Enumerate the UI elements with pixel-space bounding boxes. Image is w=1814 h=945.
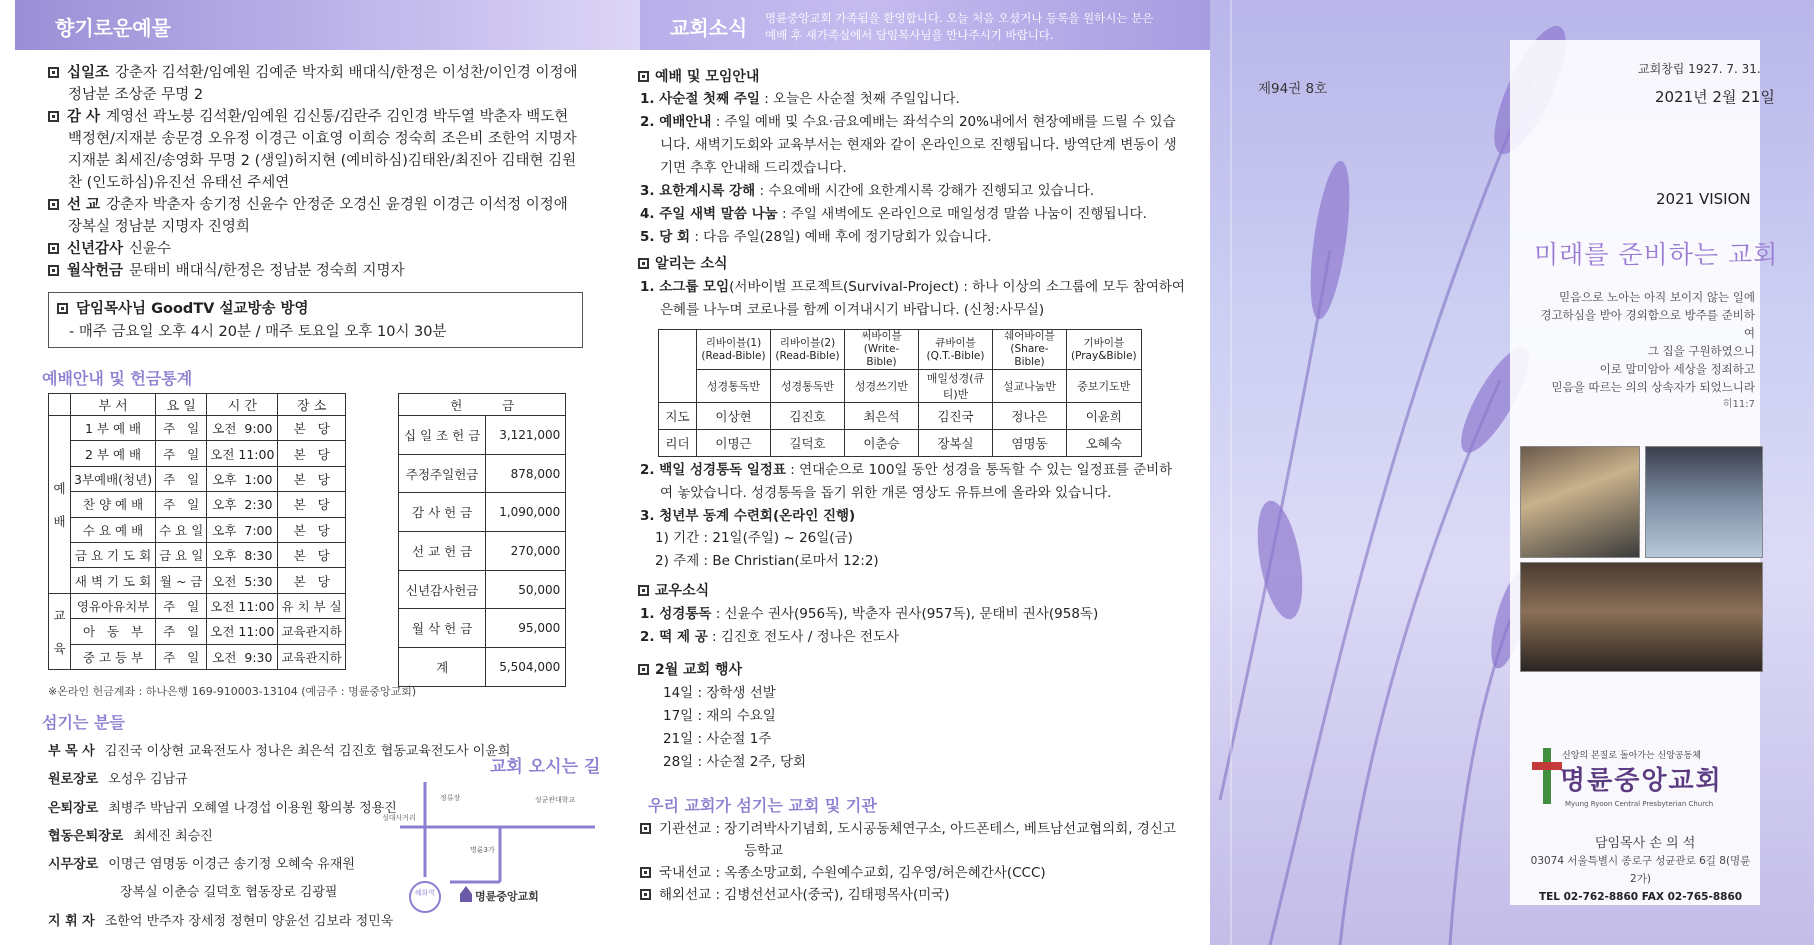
money-header-cell: 헌 금 [399, 394, 566, 416]
worship-cell: 월 ~ 금 [156, 568, 207, 593]
worship-cell: 본 당 [278, 416, 345, 441]
item-title: 당 회 [659, 229, 691, 245]
bullet-square-icon [48, 67, 59, 78]
vision-year: 2021 VISION [1656, 190, 1751, 208]
bible-header-cell [919, 330, 993, 370]
offering-item [48, 238, 578, 260]
member-news-list [640, 603, 1185, 649]
bible-cell: 염명동 [993, 430, 1067, 457]
bible-group-name: 리바이블(2) [779, 336, 836, 349]
item-title: 사순절 첫째 주일 [659, 91, 760, 107]
events-title [638, 659, 742, 679]
worship-cell: 주 일 [156, 593, 207, 618]
map-label-crossroad: 성대사거리 [382, 814, 416, 822]
announcement-list [640, 276, 1185, 322]
worship-cell: 중 고 등 부 [71, 644, 156, 669]
mission-item [640, 884, 1185, 906]
offering-names: 계영선 곽노붕 김석환/임예원 김신통/김란주 김인경 박두열 박춘자 백도현 백정현/지재분 송문경 오유정 이경근 이효영 이희승 정숙희 조은비 조한억 지명자 지재분 최세진/송영화 무명 2 (생일)허지현 (예비하심)김태완/최진아 김태현 김원찬 (인도하심)유진선 유태선 주세연 [68, 109, 577, 191]
worship-cell: 오전 11:00 [207, 619, 278, 644]
worship-cell: 주 일 [156, 492, 207, 517]
bible-row [659, 403, 1142, 430]
worship-row [49, 644, 346, 669]
bible-cell: 이춘승 [845, 430, 919, 457]
offering-names: 강춘자 박춘자 송기정 신윤수 안정준 오경신 윤경원 이경근 이석정 이정애 장복실 정남분 지명자 진영희 [68, 197, 568, 235]
worship-cell: 오전 9:30 [207, 644, 278, 669]
staff-names: 조한억 반주자 장세정 정현미 양윤선 김보라 정민욱 [104, 913, 394, 929]
staff-role: 원로장로 [48, 772, 99, 788]
money-category: 주정주일헌금 [399, 454, 486, 493]
church-english-name: Myung Ryoon Central Presbyterian Church [1565, 800, 1714, 808]
staff-names: 김진국 이상현 교육전도사 정나은 최은석 김진호 협동교육전도사 이윤희 [104, 744, 511, 759]
bullet-square-icon [48, 265, 59, 276]
item-number: 2. [640, 629, 660, 645]
item-number: 3. [640, 183, 660, 199]
bullet-square-icon [638, 585, 649, 596]
bible-group-subtitle: 성경쓰기반 [845, 370, 919, 403]
worship-row [49, 542, 346, 567]
money-category: 선 교 헌 금 [399, 532, 486, 571]
missions-list [640, 818, 1185, 906]
staff-names: 최병주 박남귀 오혜열 나경섭 이용원 황의봉 정용진 [108, 800, 397, 816]
worship-header-cell: 요 일 [156, 394, 207, 416]
header-note-line: 예배 후 새가족실에서 담임목사님을 만나주시기 바랍니다. [765, 28, 1054, 42]
bible-corner [659, 330, 697, 403]
worship-cell: 찬 양 예 배 [71, 492, 156, 517]
offering-label: 선 교 [67, 197, 101, 213]
worship-cell: 아 동 부 [71, 619, 156, 644]
worship-row [49, 619, 346, 644]
verse-line: 그 집을 구원하였으니 [1647, 344, 1755, 358]
money-category: 십 일 조 헌 금 [399, 416, 486, 455]
bible-cell: 이명근 [697, 430, 771, 457]
offerings-header: 향기로운예물 [15, 0, 640, 50]
money-category: 계 [399, 648, 486, 687]
offering-stats-table [398, 393, 566, 687]
money-amount: 270,000 [486, 532, 566, 571]
section-title-text: 예배 및 모임안내 [655, 69, 760, 85]
offering-names: 신윤수 [129, 241, 172, 257]
offering-label: 월삭헌금 [67, 263, 124, 279]
mission-label: 국내선교 : [659, 865, 725, 881]
worship-notice-title [638, 66, 759, 86]
verse-line: 믿음으로 노아는 아직 보이지 않는 일에 [1558, 290, 1755, 304]
event-line: 17일 : 재의 수요일 [663, 708, 776, 724]
bullet-square-icon [48, 243, 59, 254]
event-line: 28일 : 사순절 2주, 당회 [663, 754, 807, 770]
worship-row [49, 568, 346, 593]
bible-header-cell [771, 330, 845, 370]
offering-item [48, 260, 578, 282]
worship-notice-list [640, 88, 1185, 249]
verse-reference: 히11:7 [1722, 399, 1755, 410]
money-row [399, 609, 566, 648]
worship-cell: 주 일 [156, 441, 207, 466]
item-title: 백일 성경통독 일정표 [659, 462, 787, 478]
verse-line: 이로 말미암아 세상을 정죄하고 [1599, 362, 1755, 376]
retreat-line: 1) 기간 : 21일(주일) ~ 26일(금) [655, 530, 853, 546]
money-row [399, 493, 566, 532]
event-line: 14일 : 장학생 선발 [663, 685, 776, 701]
worship-cell: 본 당 [278, 517, 345, 542]
address-line: 03074 서울특별시 종로구 성균관로 6길 8(명륜2가) [1530, 855, 1751, 885]
worship-row [49, 593, 346, 618]
bible-header-row [659, 330, 1142, 370]
bullet-square-icon [638, 664, 649, 675]
worship-cell: 오전 9:00 [207, 416, 278, 441]
worship-cell: 본 당 [278, 568, 345, 593]
worship-cell: 오전 11:00 [207, 593, 278, 618]
money-amount: 1,090,000 [486, 493, 566, 532]
item-text: : 다음 주일(28일) 예배 후에 정기당회가 있습니다. [690, 229, 992, 245]
map-label-church: 명륜중앙교회 [475, 890, 539, 903]
news-item [640, 505, 1185, 528]
worship-cell: 수 요 일 [156, 517, 207, 542]
bullet-square-icon [640, 867, 651, 878]
missions-title: 우리 교회가 섬기는 교회 및 기관 [648, 796, 877, 815]
worship-cell: 2 부 예 배 [71, 441, 156, 466]
item-title: 성경통독 [659, 606, 712, 622]
offering-item [48, 194, 578, 238]
item-number: 1. [640, 606, 660, 622]
bible-cell: 김진호 [771, 403, 845, 430]
item-title: 떡 제 공 [659, 629, 708, 645]
worship-header-row [49, 394, 346, 416]
staff-role: 은퇴장로 [48, 800, 99, 816]
worship-group-label: 예 배 [49, 416, 71, 594]
money-row [399, 648, 566, 687]
staff-names: 최세진 최승진 [133, 828, 213, 844]
events-list [663, 682, 1208, 774]
bible-row-label: 리더 [659, 430, 697, 457]
bible-header-cell [697, 330, 771, 370]
bullet-square-icon [640, 823, 651, 834]
offering-label: 십일조 [67, 65, 110, 81]
worship-cell: 오후 8:30 [207, 542, 278, 567]
bible-group-name: 기바이블 [1083, 336, 1125, 349]
bible-group-subtitle: 성경통독반 [697, 370, 771, 403]
mission-item [640, 862, 1185, 884]
news-item [640, 88, 1185, 111]
bullet-square-icon [638, 71, 649, 82]
mission-text: 옥종소망교회, 수원예수교회, 김우영/허은혜간사(CCC) [724, 865, 1046, 881]
church-address [1528, 852, 1753, 906]
offering-names: 강춘자 김석환/임예원 김예준 박자회 배대식/한정은 이성찬/이인경 이정애 정남분 조상준 무명 2 [68, 65, 578, 103]
bible-header-cell [845, 330, 919, 370]
worship-cell: 본 당 [278, 441, 345, 466]
bullet-square-icon [48, 199, 59, 210]
item-number: 5. [640, 229, 660, 245]
news-item [640, 626, 1185, 649]
worship-cell: 금 요 기 도 회 [71, 542, 156, 567]
worship-section-title: 예배안내 및 헌금통계 [42, 369, 193, 388]
money-amount: 95,000 [486, 609, 566, 648]
logo-tagline: 신앙의 본질로 돌아가는 신앙공동체 [1562, 751, 1701, 761]
item-number: 2. [640, 462, 660, 478]
bible-header-cell [1067, 330, 1142, 370]
money-category: 월 삭 헌 금 [399, 609, 486, 648]
staff-section-title: 섬기는 분들 [42, 713, 125, 732]
money-amount: 50,000 [486, 570, 566, 609]
news-item [640, 180, 1185, 203]
directions-title: 교회 오시는 길 [490, 757, 601, 777]
money-row [399, 416, 566, 455]
volume-number: 제94권 8호 [1258, 81, 1328, 97]
mission-label: 기관선교 : [659, 821, 725, 837]
bible-cell: 장복실 [919, 430, 993, 457]
bible-group-en: (Q.T.-Bible) [926, 349, 985, 362]
staff-names: 장복실 이춘승 길덕호 협동장로 김광필 [120, 885, 338, 901]
worship-header-cell: 시 간 [207, 394, 278, 416]
bible-header-cell [993, 330, 1067, 370]
money-header-row [399, 394, 566, 416]
offering-label: 신년감사 [67, 241, 124, 257]
worship-header-corner [49, 394, 71, 416]
item-title: 소그룹 모임 [659, 279, 730, 295]
bible-group-en: (Write-Bible) [863, 343, 900, 368]
map-label-stop: 정류장 [440, 794, 461, 802]
bible-group-subtitle: 중보기도반 [1067, 370, 1142, 403]
worship-cell: 본 당 [278, 542, 345, 567]
church-icon [460, 886, 472, 902]
cross-logo-icon [1532, 748, 1562, 804]
header-note-line: 명륜중앙교회 가족됨을 환영합니다. 오늘 처음 오셨거나 등록을 원하시는 분은 [765, 11, 1154, 25]
mission-label: 해외선교 : [659, 887, 725, 903]
money-amount: 3,121,000 [486, 416, 566, 455]
bible-group-name: 써바이블 [861, 330, 902, 342]
worship-cell: 오전 5:30 [207, 568, 278, 593]
worship-cell: 주 일 [156, 466, 207, 491]
worship-cell: 1 부 예 배 [71, 416, 156, 441]
offering-item [48, 62, 578, 106]
announcement-title [638, 253, 728, 273]
offering-item [48, 106, 578, 194]
bible-cell: 오혜숙 [1067, 430, 1142, 457]
bible-group-name: 쉐어바이블 [1004, 330, 1055, 342]
congregation-photo [1520, 562, 1763, 672]
worship-cell: 오전 11:00 [207, 441, 278, 466]
church-logo-name: 명륜중앙교회 [1560, 766, 1723, 796]
worship-cell: 영유아유치부 [71, 593, 156, 618]
bible-cell: 정나은 [993, 403, 1067, 430]
item-text: : 주일 새벽에도 온라인으로 매일성경 말씀 나눔이 진행됩니다. [777, 206, 1147, 222]
bible-cell: 최은석 [845, 403, 919, 430]
worship-cell: 오후 7:00 [207, 517, 278, 542]
money-category: 신년감사헌금 [399, 570, 486, 609]
news-item [640, 203, 1185, 226]
bible-group-subtitle: 설교나눔반 [993, 370, 1067, 403]
worship-cell: 주 일 [156, 619, 207, 644]
bible-cell: 김진국 [919, 403, 993, 430]
staff-row [48, 738, 511, 766]
worship-cell: 금 요 일 [156, 542, 207, 567]
item-text: : 수요예배 시간에 요한계시록 강해가 진행되고 있습니다. [755, 183, 1095, 199]
broadcast-title: 담임목사님 GoodTV 설교방송 방영 [76, 301, 309, 317]
staff-role: 부 목 사 [48, 744, 95, 759]
item-number: 1. [640, 91, 660, 107]
mission-item [640, 818, 1185, 862]
offerings-list [48, 62, 578, 282]
news-item [640, 276, 1185, 322]
money-row [399, 532, 566, 571]
worship-row [49, 466, 346, 491]
item-text: : 오늘은 사순절 첫째 주일입니다. [759, 91, 960, 107]
section-title-text: 2월 교회 행사 [655, 662, 743, 678]
retreat-line: 2) 주제 : Be Christian(로마서 12:2) [655, 553, 879, 569]
event-line: 21일 : 사순절 1주 [663, 731, 772, 747]
member-news-title [638, 580, 709, 600]
phone-fax: TEL 02-762-8860 FAX 02-765-8860 [1538, 891, 1743, 903]
item-title: 주일 새벽 말씀 나눔 [659, 206, 778, 222]
news-item [640, 111, 1185, 180]
map-label-myeongryun: 명륜3가 [470, 846, 495, 854]
money-row [399, 570, 566, 609]
bullet-square-icon [638, 258, 649, 269]
worship-cell: 오후 2:30 [207, 492, 278, 517]
worship-row [49, 416, 346, 441]
bible-verse [1530, 288, 1755, 414]
bible-group-subtitle: 매일성경(큐티)반 [919, 370, 993, 403]
item-title: 예배안내 [659, 114, 712, 130]
broadcast-box [48, 292, 583, 348]
worship-header-cell: 장 소 [278, 394, 345, 416]
worship-cell: 새 벽 기 도 회 [71, 568, 156, 593]
worship-row [49, 492, 346, 517]
money-category: 감 사 헌 금 [399, 493, 486, 532]
bible-subtitle-row [659, 370, 1142, 403]
bible-group-subtitle: 성경통독반 [771, 370, 845, 403]
worship-group-label: 교 육 [49, 593, 71, 669]
staff-names: 이명근 염명동 이경근 송기정 오혜숙 유재원 [108, 857, 355, 873]
news-header-note [765, 10, 1153, 44]
broadcast-detail: - 매주 금요일 오후 4시 20분 / 매주 토요일 오후 10시 30분 [69, 324, 447, 340]
bible-row [659, 430, 1142, 457]
worship-cell: 수 요 예 배 [71, 517, 156, 542]
worship-cell: 주 일 [156, 644, 207, 669]
item-number: 2. [640, 114, 660, 130]
worship-cell: 주 일 [156, 416, 207, 441]
worship-cell: 본 당 [278, 492, 345, 517]
item-text: : 김진호 전도사 / 정나은 전도사 [707, 629, 900, 645]
choir-photo [1645, 446, 1763, 558]
news-header-title: 교회소식 [670, 16, 748, 40]
bible-cell: 이윤희 [1067, 403, 1142, 430]
bullet-square-icon [640, 889, 651, 900]
section-title-text: 알리는 소식 [655, 256, 728, 272]
bullet-square-icon [57, 303, 68, 314]
money-amount: 878,000 [486, 454, 566, 493]
worship-cell: 오후 1:00 [207, 466, 278, 491]
small-group-table [658, 329, 1142, 457]
bible-group-name: 리바이블(1) [705, 336, 762, 349]
item-text: : 신윤수 권사(956독), 박춘자 권사(957독), 문태비 권사(958독) [711, 606, 1099, 622]
established-date: 교회창립 1927. 7. 31. [1638, 62, 1761, 76]
pastor-photo [1520, 446, 1640, 558]
news-item [640, 226, 1185, 249]
news-item [640, 603, 1185, 626]
news-item [640, 459, 1185, 505]
item-number: 4. [640, 206, 660, 222]
worship-cell: 교육관지하 [278, 644, 345, 669]
verse-line: 경고하심을 받아 경외함으로 방주를 준비하여 [1540, 308, 1755, 340]
verse-line: 믿음을 따르는 의의 상속자가 되었느니라 [1551, 380, 1755, 394]
news-header [640, 0, 1210, 50]
item-title: 요한계시록 강해 [659, 183, 756, 199]
account-note: ※온라인 헌금계좌 : 하나은행 169-910003-13104 (예금주 : 명륜중앙교회) [48, 685, 417, 698]
worship-header-cell: 부 서 [71, 394, 156, 416]
worship-row [49, 441, 346, 466]
retreat-details [655, 527, 1200, 573]
staff-role: 협동은퇴장로 [48, 828, 124, 844]
map-label-hyehwa: 혜화역 [414, 889, 436, 897]
bullet-square-icon [48, 111, 59, 122]
bible-group-en: (Read-Bible) [701, 349, 766, 362]
item-number: 3. [640, 508, 660, 524]
bible-group-name: 큐바이블 [935, 336, 976, 349]
money-amount: 5,504,000 [486, 648, 566, 687]
bible-cell: 이상현 [697, 403, 771, 430]
directions-map [380, 782, 600, 932]
worship-cell: 교육관지하 [278, 619, 345, 644]
item-number: 1. [640, 279, 660, 295]
mission-text: 장기려박사기념회, 도시공동체연구소, 아드폰테스, 베트남선교협의회, 경신고등학교 [724, 821, 1176, 859]
worship-table [48, 393, 346, 670]
item-text: : 주일 예배 및 수요·금요예배는 좌석수의 20%내에서 현장예배를 드릴 수 있습니다. 새벽기도회와 교육부서는 현재와 같이 온라인으로 진행됩니다. 방역단계 변동이 생기면 추후 안내해 드리겠습니다. [660, 114, 1177, 176]
offering-label: 감 사 [67, 109, 101, 125]
worship-cell: 유 치 부 실 [278, 593, 345, 618]
worship-cell: 3부예배(청년) [71, 466, 156, 491]
item-text: (서바이벌 프로젝트(Survival-Project) : 하나 이상의 소그룹에 모두 참여하여 은혜를 나누며 코로나를 함께 이겨내시기 바랍니다. (신청:사무실) [660, 279, 1185, 318]
worship-cell: 본 당 [278, 466, 345, 491]
worship-row [49, 517, 346, 542]
bible-group-en: (Read-Bible) [775, 349, 840, 362]
staff-role: 지 휘 자 [48, 913, 95, 929]
bible-group-en: (Share-Bible) [1010, 343, 1049, 368]
mission-text: 김병선선교사(중국), 김태평목사(미국) [724, 887, 950, 903]
staff-names: 오성우 김남규 [108, 772, 188, 788]
item-title: 청년부 동계 수련회(온라인 진행) [659, 508, 856, 524]
bible-group-en: (Pray&Bible) [1071, 349, 1137, 362]
bible-cell: 길덕호 [771, 430, 845, 457]
vision-slogan: 미래를 준비하는 교회 [1534, 240, 1779, 269]
announcement-list-2 [640, 459, 1185, 528]
money-row [399, 454, 566, 493]
bible-row-label: 지도 [659, 403, 697, 430]
staff-role: 시무장로 [48, 857, 99, 873]
map-label-univ: 성균관대학교 [534, 796, 576, 804]
senior-pastor: 담임목사 손 의 석 [1595, 836, 1696, 851]
item-text: : 연대순으로 100일 동안 성경을 통독할 수 있는 일정표를 준비하여 놓았습니다. 성경통독을 돕기 위한 개론 영상도 유튜브에 올라와 있습니다. [660, 462, 1173, 501]
offering-names: 문태비 배대식/한정은 정남분 정숙희 지명자 [129, 263, 405, 279]
bulletin-date: 2021년 2월 21일 [1655, 88, 1775, 106]
section-title-text: 교우소식 [655, 583, 710, 599]
